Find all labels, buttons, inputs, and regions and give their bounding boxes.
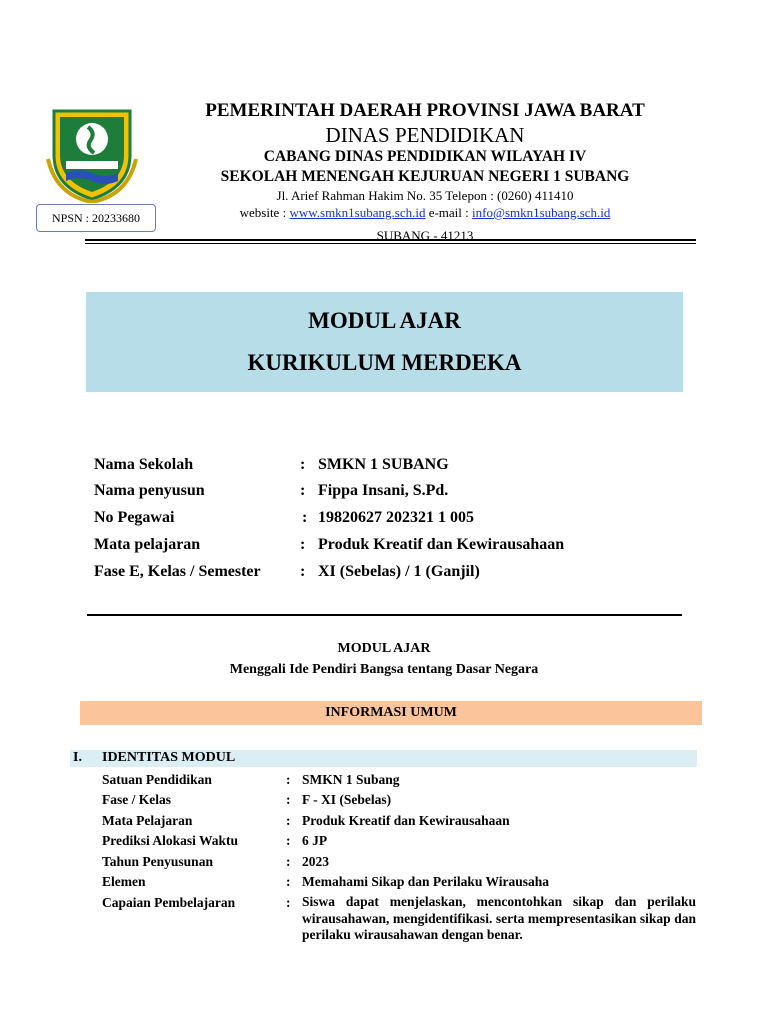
identity-label: Capaian Pembelajaran <box>102 895 236 910</box>
identity-label: Elemen <box>102 874 146 889</box>
email-link[interactable]: info@smkn1subang.sch.id <box>472 205 611 220</box>
identity-colon: : <box>286 874 291 889</box>
website-link[interactable]: www.smkn1subang.sch.id <box>289 205 426 220</box>
jawa-barat-emblem-icon <box>44 103 140 203</box>
email-prefix: e-mail : <box>425 205 473 220</box>
banner-title-2: KURIKULUM MERDEKA <box>247 350 522 375</box>
header-city: SUBANG - 41213 <box>376 228 474 239</box>
info-colon: : <box>302 509 308 526</box>
npsn-box: NPSN : 20233680 <box>36 204 156 232</box>
identity-value: Memahami Sikap dan Perilaku Wirausaha <box>302 874 550 889</box>
info-label: No Pegawai <box>94 509 175 526</box>
identity-label: Prediksi Alokasi Waktu <box>102 833 239 848</box>
info-label: Mata pelajaran <box>94 536 201 553</box>
identity-colon: : <box>286 854 291 869</box>
header-department: DINAS PENDIDIKAN <box>325 123 525 147</box>
section-heading <box>70 750 697 767</box>
section-number: I. <box>73 750 82 765</box>
informasi-umum-bar: INFORMASI UMUM <box>80 701 702 725</box>
identity-colon: : <box>286 833 291 848</box>
identity-value: SMKN 1 Subang <box>302 772 400 787</box>
info-value: SMKN 1 SUBANG <box>318 456 449 473</box>
module-heading: MODUL AJAR <box>337 641 431 656</box>
identity-label: Mata Pelajaran <box>102 813 193 828</box>
info-value: XI (Sebelas) / 1 (Ganjil) <box>318 563 480 580</box>
banner-title-1: MODUL AJAR <box>308 308 461 333</box>
header-school: SEKOLAH MENENGAH KEJURUAN NEGERI 1 SUBANG <box>220 168 630 185</box>
identity-label: Satuan Pendidikan <box>102 772 212 787</box>
info-colon: : <box>300 456 306 473</box>
info-label: Fase E, Kelas / Semester <box>94 563 261 580</box>
info-colon: : <box>300 536 306 553</box>
identity-colon: : <box>286 772 291 787</box>
section-title: IDENTITAS MODUL <box>102 750 236 765</box>
info-value: Fippa Insani, S.Pd. <box>318 482 449 499</box>
header-branch: CABANG DINAS PENDIDIKAN WILAYAH IV <box>263 148 587 165</box>
identity-colon: : <box>286 895 291 910</box>
header-government: PEMERINTAH DAERAH PROVINSI JAWA BARAT <box>205 100 645 121</box>
info-colon: : <box>300 482 306 499</box>
identity-value: 2023 <box>302 854 329 869</box>
info-value: 19820627 202321 1 005 <box>318 509 474 526</box>
info-label: Nama Sekolah <box>94 456 194 473</box>
identity-value: F - XI (Sebelas) <box>302 792 392 807</box>
identity-colon: : <box>286 792 291 807</box>
info-colon: : <box>300 563 306 580</box>
title-banner <box>86 292 683 392</box>
header-rule-thick <box>85 239 696 241</box>
identity-colon: : <box>286 813 291 828</box>
info-divider <box>87 614 682 616</box>
module-topic: Menggali Ide Pendiri Bangsa tentang Dasar Negara <box>229 662 539 677</box>
identity-value: 6 JP <box>302 833 328 848</box>
header-contact <box>140 205 710 221</box>
header-rule-thin <box>85 243 696 244</box>
identity-label: Tahun Penyusunan <box>102 854 213 869</box>
info-value: Produk Kreatif dan Kewirausahaan <box>318 536 565 553</box>
capaian-text: Siswa dapat menjelaskan, mencontohkan sikap dan perilaku wirausahawan, mengidentifikasi. serta mempresentasikan sikap dan perilaku wirausahawan dengan benar. <box>302 894 696 942</box>
identity-label: Fase / Kelas <box>102 792 171 807</box>
info-label: Nama penyusun <box>94 482 205 499</box>
header-address: Jl. Arief Rahman Hakim No. 35 Telepon : (0260) 411410 <box>276 188 574 203</box>
provincial-logo <box>44 103 140 203</box>
website-prefix: website : <box>239 205 290 220</box>
identity-value: Produk Kreatif dan Kewirausahaan <box>302 813 510 828</box>
